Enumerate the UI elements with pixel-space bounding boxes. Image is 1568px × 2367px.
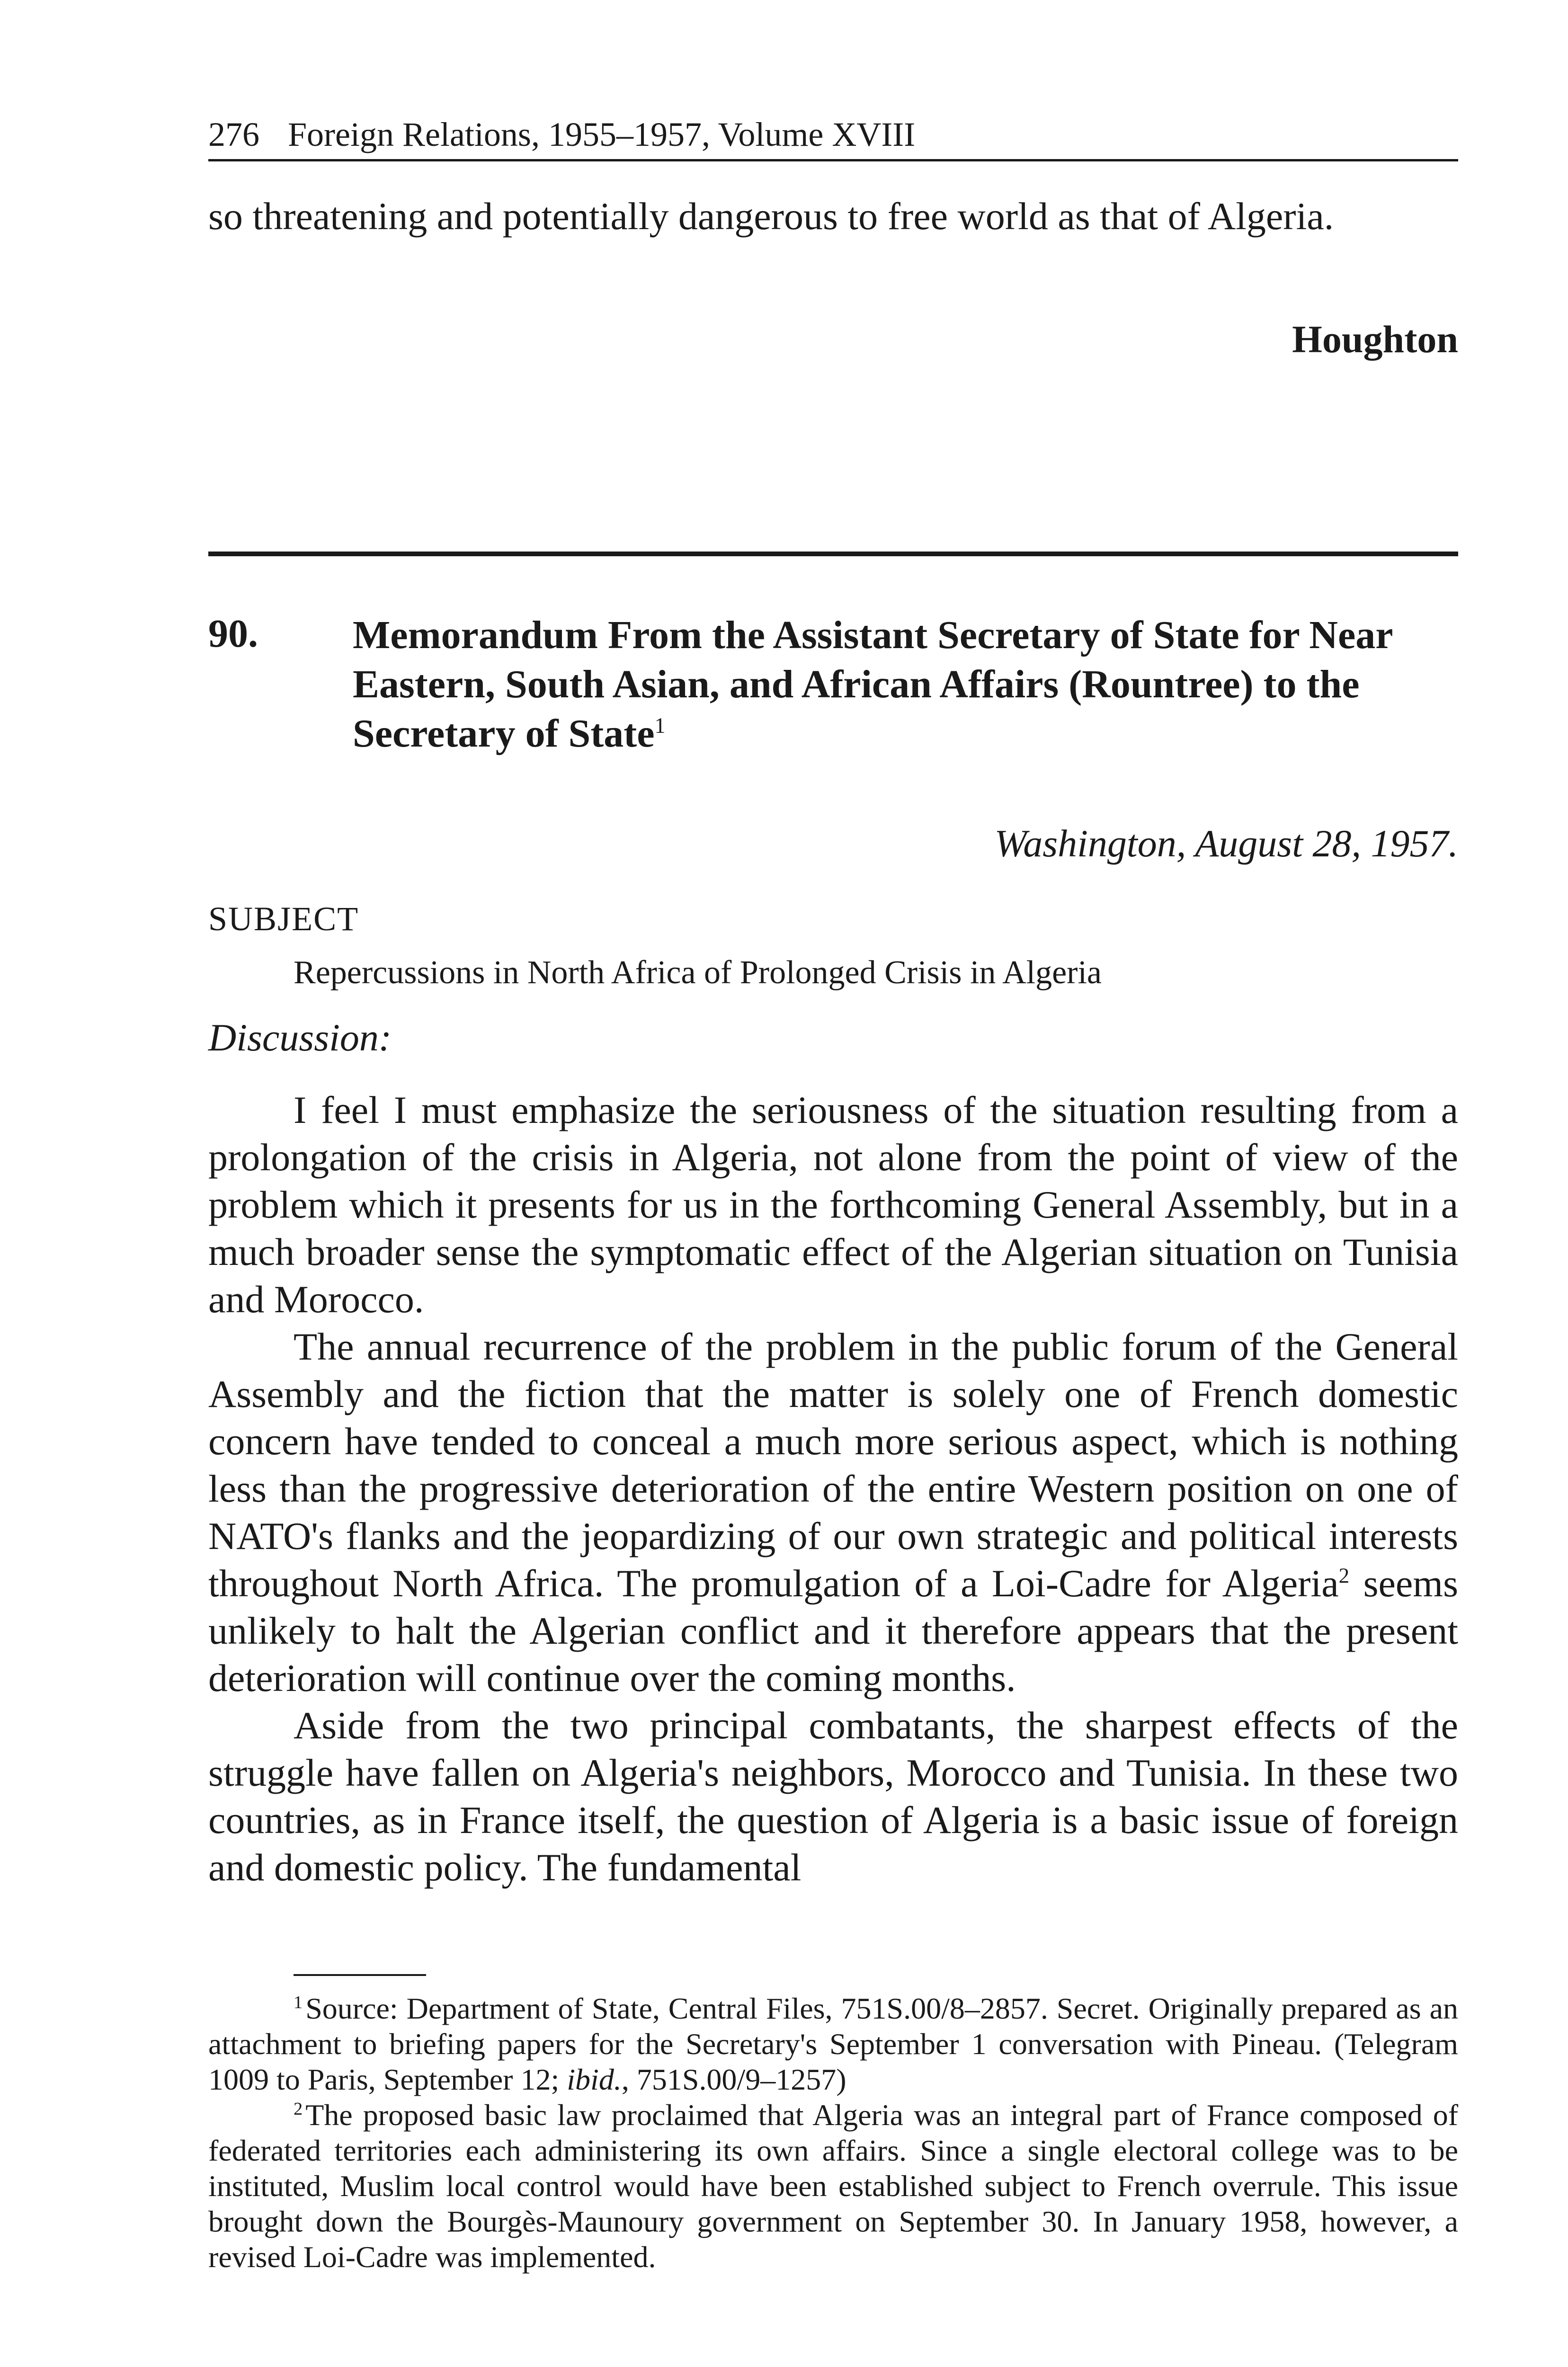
page-number: 276 (208, 116, 259, 153)
paragraph-3: Aside from the two principal combatants, the sharpest effects of the struggle have fallen on Algeria's neighbors, Morocco and Tunisia. In these two countries, as in France itself, the question of Algeria is a basic issue of foreign and domestic policy. The fundamental (208, 1704, 1458, 1889)
running-head-title: Foreign Relations, 1955–1957, Volume XVIII (288, 116, 916, 153)
footnote-rule (294, 1974, 426, 1976)
paragraph-1: I feel I must emphasize the seriousness of the situation resulting from a prolongation of the crisis in Algeria, not alone from the point of view of the problem which it presents for us in the forthcoming General Assembly, but in a much broader sense the symptomatic effect of the Algerian situation on Tunisia and Morocco. (208, 1088, 1458, 1321)
body-text (208, 1086, 1458, 1891)
footnote-2-text: The proposed basic law proclaimed that Algeria was an integral part of France composed of federated territories each administering its own affairs. Since a single electoral college was to be instituted, Muslim local control would have been established subject to French overrule. This issue brought down the Bourgès-Maunoury government on September 30. In January 1958, however, a revised Loi-Cadre was implemented. (208, 2098, 1458, 2274)
running-head (208, 114, 1458, 161)
paragraph-2-part-b: seems unlikely to halt the Algerian conflict and it therefore appears that the present deterioration will continue over the coming months. (208, 1562, 1459, 1700)
footnote-ref-2: 2 (1338, 1564, 1350, 1588)
paragraph-2-part-a: The annual recurrence of the problem in the public forum of the General Assembly and the fiction that the matter is solely one of French domestic concern have tended to conceal a much more serious aspect, which is nothing less than the progressive deterioration of the entire Western position on one of NATO's flanks and the jeopardizing of our own strategic and political interests throughout North Africa. The promulgation of a Loi-Cadre for Algeria (208, 1325, 1458, 1605)
footnote-1-ibid: ibid. (567, 2063, 622, 2096)
footnote-2 (208, 2097, 1458, 2275)
section-divider (208, 552, 1458, 556)
carryover-text: so threatening and potentially dangerous to free world as that of Algeria. (208, 195, 1334, 238)
footnote-1-text-b: , 751S.00/9–1257) (621, 2063, 846, 2096)
document-number: 90. (208, 612, 258, 656)
paragraph-2 (208, 1323, 1458, 1702)
dateline: Washington, August 28, 1957. (994, 822, 1458, 865)
footnote-1 (208, 1991, 1458, 2097)
document-title (353, 611, 1461, 758)
footnote-ref-1: 1 (654, 713, 666, 738)
footnote-1-text-a: Source: Department of State, Central Files, 751S.00/8–2857. Secret. Originally prepared as an attachment to briefing papers for the Secretary's September 1 conversation with Pineau. (Telegram 1009 to Paris, September 12; (208, 1992, 1458, 2096)
document-title-text: Memorandum From the Assistant Secretary of State for Near Eastern, South Asian, and African Affairs (Rountree) to the Secretary of State (353, 613, 1393, 756)
footnote-1-mark: 1 (294, 1992, 303, 2012)
footnote-2-mark: 2 (294, 2099, 303, 2119)
subject-text: Repercussions in North Africa of Prolonged Crisis in Algeria (294, 954, 1102, 991)
subject-label: SUBJECT (208, 900, 359, 938)
footnotes (208, 1991, 1458, 2275)
discussion-label: Discussion: (208, 1016, 392, 1059)
signature: Houghton (1292, 318, 1458, 361)
